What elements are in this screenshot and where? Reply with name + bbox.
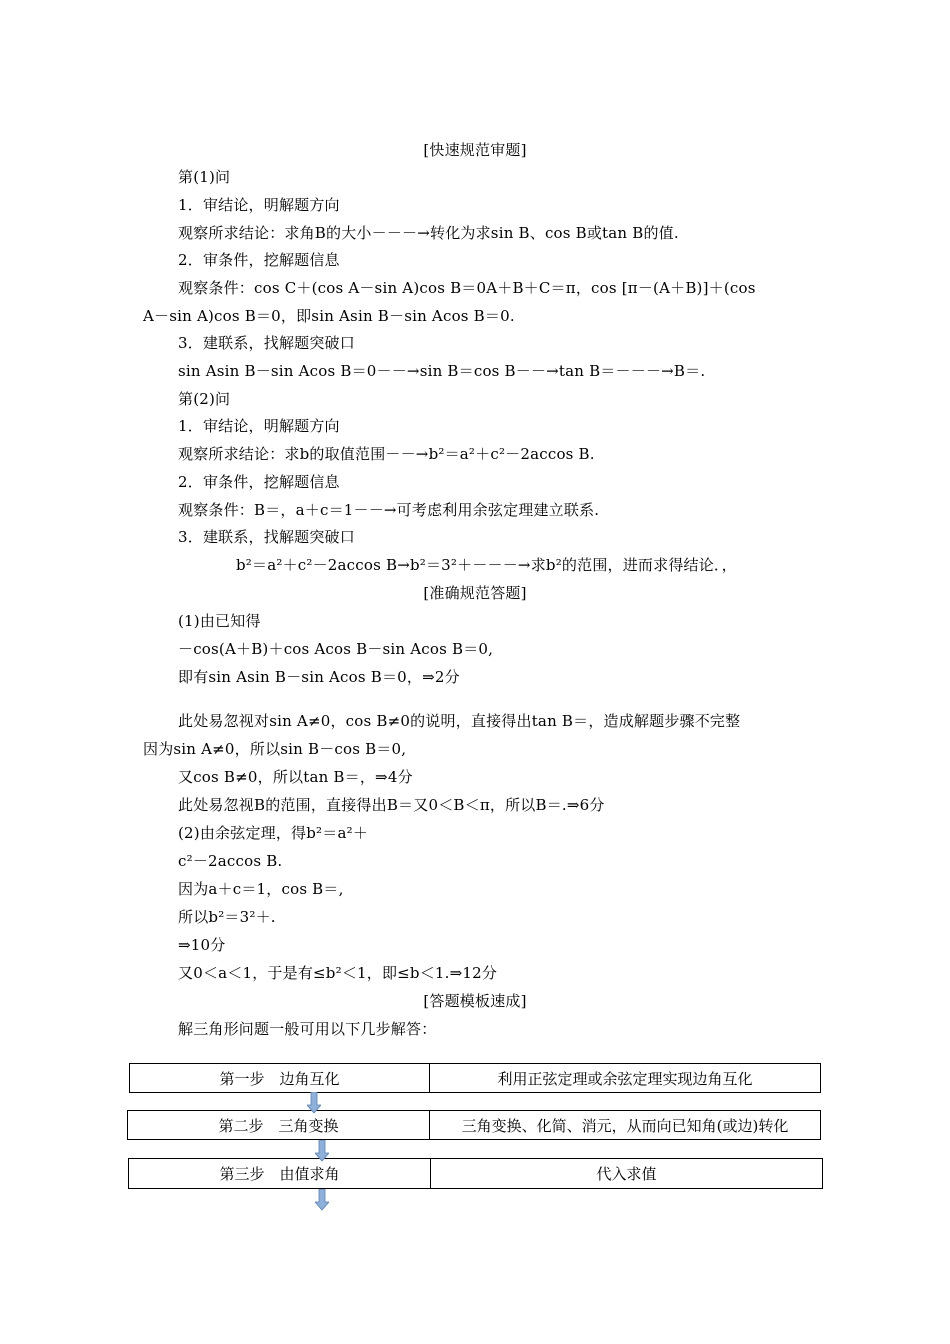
q2-step2-body: 观察条件：B＝，a＋c＝1－－→可考虑利用余弦定理建立联系. xyxy=(178,501,600,519)
q1-step1-title: 1．审结论，明解题方向 xyxy=(178,196,340,214)
q1-step2-title: 2．审条件，挖解题信息 xyxy=(178,251,340,269)
down-arrow-icon xyxy=(307,1092,321,1114)
answer-line: 因为a＋c＝1，cos B＝, xyxy=(178,880,344,898)
template-step-box xyxy=(127,1110,821,1140)
down-arrow-icon xyxy=(315,1140,329,1162)
q2-step1-title: 1．审结论，明解题方向 xyxy=(178,417,340,435)
answer-line: 因为sin A≠0，所以sin B－cos B＝0, xyxy=(143,740,407,758)
step-description: 代入求值 xyxy=(596,1165,657,1183)
template-heading: [答题模板速成] xyxy=(423,992,527,1010)
answer-line: (1)由已知得 xyxy=(178,612,261,630)
answer-line: (2)由余弦定理，得b²＝a²＋ xyxy=(178,824,369,842)
q1-step1-body: 观察所求结论：求角B的大小－－－→转化为求sin B、cos B或tan B的值. xyxy=(178,224,679,242)
answer-line: 所以b²＝3²＋. xyxy=(178,908,276,926)
answer-note: 此处易忽视B的范围，直接得出B＝又0＜B＜π，所以B＝.⇒6分 xyxy=(178,796,605,814)
answer-line: －cos(A＋B)＋cos Acos B－sin Acos B＝0, xyxy=(178,640,494,658)
answer-note: 此处易忽视对sin A≠0，cos B≠0的说明，直接得出tan B＝，造成解题步骤不完整 xyxy=(178,712,741,730)
template-intro: 解三角形问题一般可用以下几步解答： xyxy=(178,1020,437,1038)
q2-step2-title: 2．审条件，挖解题信息 xyxy=(178,473,340,491)
q2-heading: 第(2)问 xyxy=(178,390,231,408)
answer-line: 又0＜a＜1，于是有≤b²＜1，即≤b＜1.⇒12分 xyxy=(178,964,498,982)
q1-heading: 第(1)问 xyxy=(178,168,231,186)
q1-step2-body-line1: 观察条件：cos C＋(cos A－sin A)cos B＝0A＋B＋C＝π，cos [π－(A＋B)]＋(cos xyxy=(178,279,756,297)
q2-step3-body: b²＝a²＋c²－2accos B→b²＝3²＋－－－→求b²的范围，进而求得结论．， xyxy=(236,556,737,574)
q2-step3-title: 3．建联系，找解题突破口 xyxy=(178,528,355,546)
down-arrow-icon xyxy=(315,1189,329,1211)
q1-step3-body: sin Asin B－sin Acos B＝0－－→sin B＝cos B－－→tan B＝－－－→B＝. xyxy=(178,362,706,380)
template-step-box xyxy=(129,1063,821,1093)
q1-step2-body-line2: A－sin A)cos B＝0，即sin Asin B－sin Acos B＝0. xyxy=(143,307,515,325)
answer-line: ⇒10分 xyxy=(178,936,226,954)
accurate-answer-heading: [准确规范答题] xyxy=(423,584,527,602)
quick-review-heading: [快速规范审题] xyxy=(423,141,527,159)
q1-step3-title: 3．建联系，找解题突破口 xyxy=(178,334,355,352)
answer-line: 又cos B≠0，所以tan B＝，⇒4分 xyxy=(178,768,413,786)
step-name: 第二步 三角变换 xyxy=(128,1111,430,1139)
template-step-box xyxy=(128,1158,823,1189)
q2-step1-body: 观察所求结论：求b的取值范围－－→b²＝a²＋c²－2accos B. xyxy=(178,445,595,463)
step-name: 第一步 边角互化 xyxy=(130,1064,430,1092)
answer-line: 即有sin Asin B－sin Acos B＝0，⇒2分 xyxy=(178,668,460,686)
step-description: 三角变换、化简、消元，从而向已知角(或边)转化 xyxy=(461,1117,789,1135)
step-description: 利用正弦定理或余弦定理实现边角互化 xyxy=(497,1070,753,1088)
step-name: 第三步 由值求角 xyxy=(129,1159,431,1188)
answer-line: c²－2accos B. xyxy=(178,852,283,870)
